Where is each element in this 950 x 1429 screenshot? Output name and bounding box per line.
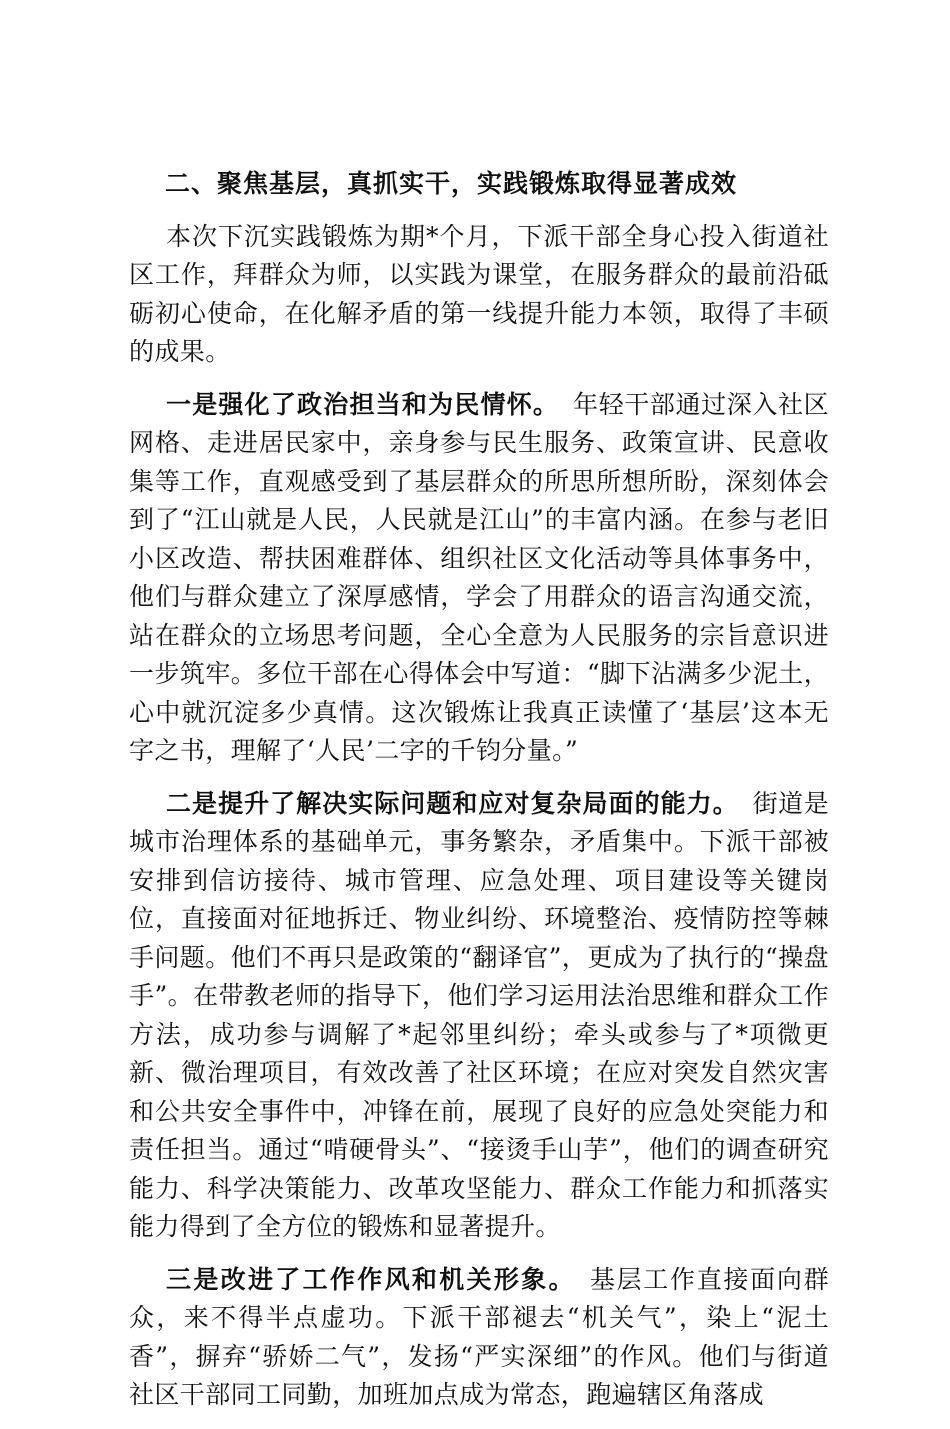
paragraph-text: 街道是城市治理体系的基础单元，事务繁杂，矛盾集中。下派干部被安排到信访接待、城市管理、应急处理、项目建设等关键岗位，直接面对征地拆迁、物业纠纷、环境整治、疫情防控等棘手问题。他们不再只是政策的“翻译官”，更成为了执行的“操盘手”。在带教老师的指导下，他们学习运用法治思维和群众工作方法，成功参与调解了*起邻里纠纷；牵头或参与了*项微更新、微治理项目，有效改善了社区环境；在应对突发自然灾害和公共安全事件中，冲锋在前，展现了良好的应急处突能力和责任担当。通过“啃硬骨头”、“接烫手山芋”，他们的调查研究能力、科学决策能力、改革攻坚能力、群众工作能力和抓落实能力得到了全方位的锻炼和显著提升。 <box>129 788 829 1241</box>
paragraph-point-two <box>129 785 829 1247</box>
document-body <box>129 165 829 1429</box>
paragraph-lead: 一是强化了政治担当和为民情怀。 <box>166 389 560 419</box>
paragraph-text: 基层工作直接面向群众，来不得半点虚功。下派干部褪去“机关气”，染上“泥土香”，摒弃“骄娇二气”，发扬“严实深细”的作风。他们与街道社区干部同工同勤，加班加点成为常态，跑遍辖区角落成 <box>129 1264 829 1409</box>
paragraph-text: 本次下沉实践锻炼为期*个月，下派干部全身心投入街道社区工作，拜群众为师，以实践为课堂，在服务群众的最前沿砥砺初心使命，在化解矛盾的第一线提升能力本领，取得了丰硕的成果。 <box>129 221 829 366</box>
paragraph-lead: 三是改进了工作作风和机关形象。 <box>166 1264 576 1294</box>
paragraph-point-three <box>129 1261 829 1415</box>
paragraph-lead: 二是提升了解决实际问题和应对复杂局面的能力。 <box>166 788 739 818</box>
section-heading: 二、聚焦基层，真抓实干，实践锻炼取得显著成效 <box>165 169 738 198</box>
paragraph-text: 年轻干部通过深入社区网格、走进居民家中，亲身参与民生服务、政策宣讲、民意收集等工作，直观感受到了基层群众的所思所想所盼，深刻体会到了“江山就是人民，人民就是江山”的丰富内涵。在参与老旧小区改造、帮扶困难群体、组织社区文化活动等具体事务中，他们与群众建立了深厚感情，学会了用群众的语言沟通交流，站在群众的立场思考问题，全心全意为人民服务的宗旨意识进一步筑牢。多位干部在心得体会中写道：“脚下沾满多少泥土，心中就沉淀多少真情。这次锻炼让我真正读懂了‘基层’这本无字之书，理解了‘人民’二字的千钧分量。” <box>129 389 829 765</box>
paragraph-point-one <box>129 386 829 771</box>
paragraph-intro <box>129 218 829 372</box>
